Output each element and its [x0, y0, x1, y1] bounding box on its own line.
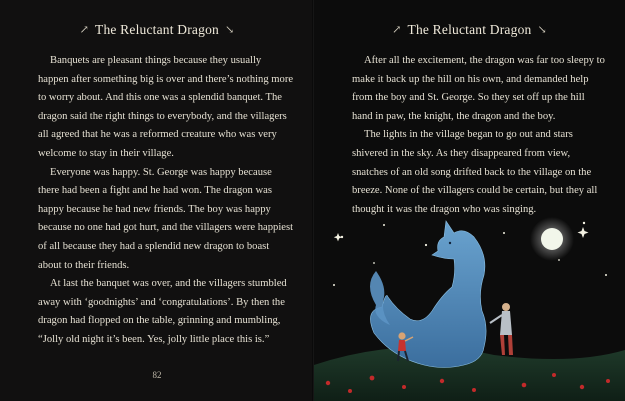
ornament-right-icon: ↘	[224, 24, 235, 36]
knight	[490, 303, 513, 355]
page-number: 82	[152, 370, 162, 380]
paragraph: At last the banquet was over, and the villagers stumbled away with ‘goodnights’ and ‘congratulations’. By then the dragon had flopped on the table, grinning and mumbling, “Jolly old night it’s been. Yes, jolly little place this is.”	[38, 278, 287, 345]
left-page-text	[38, 52, 294, 350]
header-title: The Reluctant Dragon	[95, 22, 219, 37]
dragon	[370, 221, 486, 368]
ornament-left-icon: ↗	[79, 24, 90, 36]
ornament-right-icon: ↘	[537, 24, 547, 36]
right-page-text	[352, 52, 607, 219]
ornament-left-icon: ↗	[392, 24, 402, 36]
running-header-left	[0, 22, 314, 38]
paragraph: Everyone was happy. St. George was happy because there had been a fight and he had won. The dragon was happy because he had new friends. The boy was happy because no one had got hurt, and the villagers were happiest of all because they had a splendid new dragon to boast about to their friends.	[38, 166, 294, 271]
header-title: The Reluctant Dragon	[407, 22, 532, 37]
right-page	[314, 0, 625, 401]
paragraph: Banquets are pleasant things because they usually happen after something big is over and there’s nothing more to worry about. And this one was a splendid banquet. The dragon said the right things to everybody, and the villagers all agreed that he was a reformed creature who was very welcome to stay in their village.	[38, 55, 294, 159]
running-header-right	[314, 22, 625, 38]
paragraph: The lights in the village began to go out and stars shivered in the sky. As they disappeared from view, snatches of an old song drifted back to the village on the breeze. None of the villagers could be certain, but they all thought it was the dragon who was singing.	[352, 129, 598, 215]
paragraph: After all the excitement, the dragon was far too sleepy to make it back up the hill on his own, and demanded help from the boy and St. George. So they set off up the hill hand in paw, the knight, the dragon and the boy.	[352, 55, 605, 122]
dragon-illustration	[314, 215, 625, 401]
moon	[530, 217, 574, 261]
